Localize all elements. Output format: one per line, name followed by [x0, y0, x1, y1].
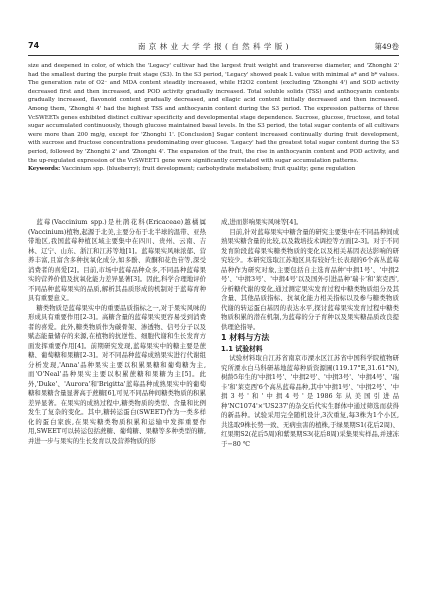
- left-column: [28, 218, 206, 446]
- abstract-text: size and deepened in color, of which the 'Legacy' cultivar had the largest fruit weight and transverse diameter, and 'Zhonghi 2' had the smallest during the purple fruit stage (S3). In the S3 period, 'Legacy' showed peak L value with minimal a* and b* values. The generation rate of O2⁻ and MDA content steadily increased, while H2O2 content (excluding 'Zhonghi 4') and SOD activity decreased first and then increased, and POD activity gradually increased. Total soluble solids (TSS) and anthocyanin contents gradually increased, flavonoid content gradually decreased, and ellagic acid content initially decreased and then increased. Among them, 'Zhonghi 4' had the highest TSS and anthocyanin content during the S3 period. The expression patterns of three VcSWEETs genes exhibited distinct cultivar specificity and developmental stage dependence. Sucrose, glucose, fructose, and total sugar accumulated continuously, though glucose maintained basal levels. In the S3 period, the total sugar contents of all cultivars were more than 200 mg/g, except for 'Zhonghi 1'. [Conclusion] Sugar content increased continually during fruit development, with sucrose and fructose concentrations predominating over glucose. 'Legacy' had the greatest total sugar content during the S3 period, followed by 'Zhonghi 2' and 'Zhonghi 4'. The expansion of the fruit, the rise in anthocyanin content and POD activity, and the up-regulated expression of the VcSWEET1 gene were significantly correlated with sugar accumulation patterns.: [28, 63, 399, 164]
- body-paragraph: 试验材料取自江苏省南京市溧水区江苏省中国科学院植物研究所溧水白马科研基地蓝莓种质资源圃(119.17°E,31.61°N),树龄5年生的'中揖1号'、'中揖2号'、'中揖3号'、'中揖4号'、'瑞卡'和'莱克西'6个高丛蓝莓品种,其中'中揖1号'、'中揖2号'、'中揖3号'和'中揖4号'是1986年从美国引进品种'NC1074'×'US237'的杂交后代实生群体中通过筛选而获得的新品种。试验采用完全随机设计,3次重复,每3株为1个小区,共选取9株长势一致、无病虫害的植株,于绿果期S1(花后2周)、红果期S2(花后5周)和紫果期S3(花后8周)采集果实样品,并速冻于−80 ℃: [221, 354, 399, 448]
- journal-name: 南 京 林 业 大 学 学 报 ( 自 然 科 学 版 ): [137, 42, 290, 51]
- subsection-title: 1.1 试验材料: [221, 345, 263, 353]
- page-number: 74: [28, 41, 40, 50]
- volume-label: 第49卷: [374, 42, 399, 51]
- running-header: [28, 40, 399, 54]
- header-divider: [28, 55, 399, 56]
- body-paragraph: 蓝莓(Vaccinium spp.)是杜鹃花科(Ericaceae)越橘属(Vaccinium)植物,起源于北美,主要分布于北半球的温带、亚热带地区,我国蓝莓种植区域主要集中在四川、贵州、云南、吉林、辽宁、山东、浙江和江苏等地[1]。蓝莓果实风味浓郁、营养丰富,且富含多种抗氧化成分,如多酚、黄酮和花色苷等,深受消费者的喜爱[2]。目前,市场中蓝莓品种众多,不同品种蓝莓果实的营养价值及抗氧化能力差异显著[3]。因此,科学合理地评价不同品种蓝莓果实的品质,解析其品质形成的机制对于蓝莓育种具有重要意义。: [28, 218, 206, 302]
- section-title: 1 材料与方法: [221, 333, 270, 342]
- english-abstract: [28, 62, 399, 174]
- keywords-text: Vaccinium spp. (blueberry); fruit development; carbohydrate metabolism; fruit quality; gene regulation: [61, 166, 356, 173]
- body-paragraph: 目前,针对蓝莓果实中糖含量的研究主要集中在不同品种间成熟果实糖含量的比较,以及栽培技术调控等方面[2-3]。对于不同发育阶段蓝莓果实糖类物质的变化以及相关基因表达影响的研究较少。本研究选取江苏地区具有较好生长表现的6个高丛蓝莓品种作为研究对象,主要包括自主选育品种'中揖1号'、'中揖2号'、'中揖3号'、'中揖4号'以及国外引进品种'瑞卡'和'莱克西',分析糖代谢的变化,通过测定果实发育过程中糖类物质组分及其含量、其他品质指标、抗氧化能力相关指标以及参与糖类物质代谢的转运蛋白基因的表达水平,探讨蓝莓果实发育过程中糖类物质积累的潜在机制,为蓝莓的分子育种以及果实糖品质改良提供理论指导。: [221, 227, 399, 331]
- body-paragraph: 糖类物质是蓝莓果实中的重要品质指标之一,对于果实风味的形成具有重要作用[2-3]。高糖含量的蓝莓果实更容易受到消费者的喜爱。此外,糖类物质作为碳骨架、渗透物、信号分子以及赋态能量储存的来源,在植物的抗逆性、细胞代谢和生长发育方面发挥重要作用[4]。前期研究发现,蓝莓果实中的糖主要是蔗糖、葡萄糖和果糖[2-3]。对不同品种蓝莓成熟果实进行代谢组分析发现,'Anna'品种果实主要以积累果糖和葡萄糖为主,而'O'Neal'品种果实主要以积累蔗糖和果糖为主[5]。此外,'Duke'、'Aurora'和'Brigitta'蓝莓品种成熟果实中的葡萄糖和果糖含量显著高于蔗糖[6],可见不同品种间糖类物质的积累差异显著。在果实的成熟过程中,糖类物质的类型、含量和比例发生了复杂的变化。其中,糖转运蛋白(SWEET)作为一类多样化的蛋白家族,在果实糖类物质积累和运输中发挥重要作用,SWEET可以转运包括蔗糖、葡萄糖、果糖等多种类型的糖,并进一步与果实的生长发育以及营养物质的形: [28, 303, 206, 445]
- keywords-line: [28, 165, 399, 174]
- body-paragraph: 成,进而影响果实风味等[4]。: [221, 218, 303, 226]
- right-column: [221, 218, 399, 449]
- keywords-label: Keywords:: [28, 166, 61, 173]
